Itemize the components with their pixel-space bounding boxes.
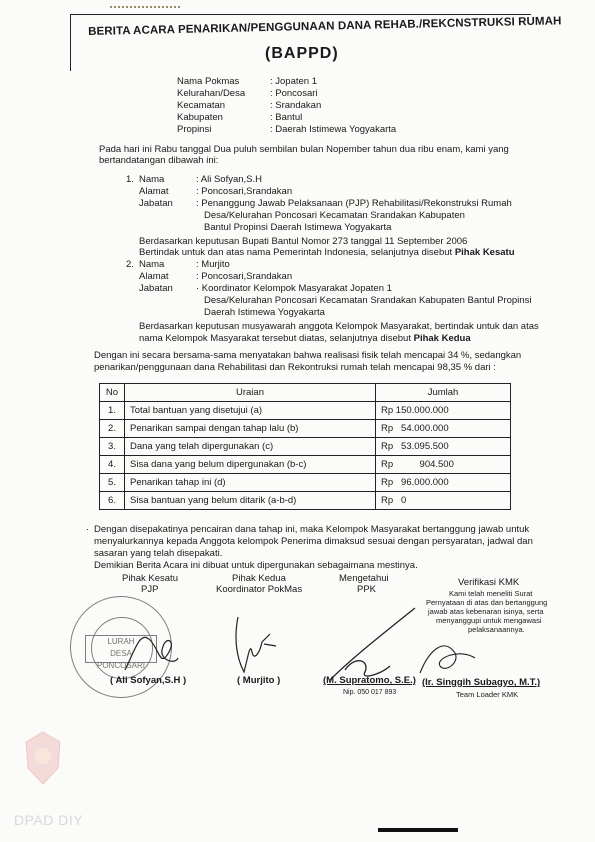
row-uraian: Dana yang telah dipergunakan (c): [125, 438, 376, 456]
table-row: [100, 474, 511, 492]
sig-nip-ppk: Nip. 050 017 893: [343, 689, 397, 696]
info-label-kecamatan: Kecamatan: [177, 100, 226, 111]
row-no: 3.: [100, 438, 125, 456]
party2-basis-bold: Pihak Kedua: [413, 333, 471, 344]
sig-name-ppk: (M. Supratomo, S.E.): [323, 675, 416, 686]
party2-basis-2: nama Kelompok Masyarakat tersebut diatas, selanjutnya disebut Pihak Kedua: [139, 333, 471, 344]
party1-alamat: : Poncosari,Srandakan: [196, 186, 293, 197]
party1-jabatan-3: Bantul Propinsi Daerah Istimewa Yogyakarta: [204, 222, 392, 233]
header-jumlah: Jumlah: [376, 384, 511, 402]
row-no: 2.: [100, 420, 125, 438]
verif-note-3: jawab atas kebenaran isinya, serta: [428, 607, 544, 616]
party1-alamat-label: Alamat: [139, 186, 169, 197]
document-title: BERITA ACARA PENARIKAN/PENGGUNAAN DANA REHAB./REKCNSTRUKSI RUMAH: [88, 15, 562, 38]
info-label-desa: Kelurahan/Desa: [177, 88, 246, 99]
party2-jabatan-2: Desa/Kelurahan Poncosari Kecamatan Srandakan Kabupaten Bantul Propinsi: [204, 295, 532, 306]
row-jumlah: Rp 53.095.500: [376, 438, 511, 456]
row-uraian: Sisa dana yang belum dipergunakan (b-c): [125, 456, 376, 474]
table-row: [100, 456, 511, 474]
party2-alamat: : Poncosari,Srandakan: [196, 271, 293, 282]
signature-pjp: [120, 620, 180, 680]
info-value-kecamatan: : Srandakan: [270, 100, 322, 111]
row-jumlah: Rp 0: [376, 492, 511, 510]
party1-jabatan-1: : Penanggung Jawab Pelaksanaan (PJP) Rehabilitasi/Rekonstruksi Rumah: [196, 198, 512, 209]
row-uraian: Penarikan tahap ini (d): [125, 474, 376, 492]
table-row: [100, 402, 511, 420]
document-subtitle: (BAPPD): [265, 45, 339, 62]
statement-line-2: penarikan/penggunaan dana Rehabilitasi dan Rekontruksi rumah telah mencapai 98,35 % dari :: [94, 362, 496, 373]
party1-nama-label: Nama: [139, 174, 165, 185]
row-jumlah: Rp 96.000.000: [376, 474, 511, 492]
info-label-propinsi: Propinsi: [177, 124, 212, 135]
party1-nama: : Ali Sofyan,S.H: [196, 174, 263, 185]
verif-note-2: Pernyataan di atas dan bertanggung: [426, 598, 548, 607]
party1-basis: Berdasarkan keputusan Bupati Bantul Nomor 273 tanggal 11 September 2006: [139, 236, 468, 247]
row-jumlah: Rp 904.500: [376, 456, 511, 474]
verif-note-4: menyanggupi untuk mengawasi: [436, 616, 542, 625]
closing-line-1: Dengan disepakatinya pencairan dana tahap ini, maka Kelompok Masyarakat bertanggung jawab untuk: [94, 524, 530, 535]
party2-jabatan-label: Jabatan: [139, 283, 173, 294]
sig-pjp: PJP: [141, 584, 159, 595]
statement-line-1: Dengan ini secara bersama-sama menyatakan bahwa realisasi fisik telah mencapai 34 %, sedangkan: [94, 350, 522, 361]
intro-line-2: bertandatangan dibawah ini:: [99, 155, 219, 166]
info-value-pokmas: : Jopaten 1: [270, 76, 318, 87]
party2-number: 2.: [126, 259, 134, 270]
sig-pihak-kesatu: Pihak Kesatu: [122, 573, 178, 584]
row-no: 4.: [100, 456, 125, 474]
row-uraian: Sisa bantuan yang belum ditarik (a-b-d): [125, 492, 376, 510]
party2-nama-label: Nama: [139, 259, 165, 270]
row-jumlah: Rp 150.000.000: [376, 402, 511, 420]
info-label-kabupaten: Kabupaten: [177, 112, 223, 123]
sig-ppk: PPK: [357, 584, 377, 595]
row-no: 5.: [100, 474, 125, 492]
table-row: [100, 420, 511, 438]
sig-name-kmk: (Ir. Singgih Subagyo, M.T.): [422, 677, 541, 688]
party1-act: Bertindak untuk dan atas nama Pemerintah Indonesia, selanjutnya disebut Pihak Kesatu: [139, 247, 515, 258]
header-uraian: Uraian: [125, 384, 376, 402]
info-label-pokmas: Nama Pokmas: [177, 76, 240, 87]
sig-mengetahui: Mengetahui: [339, 573, 389, 584]
signature-kmk: [415, 628, 485, 683]
sig-pihak-kedua: Pihak Kedua: [232, 573, 286, 584]
info-value-desa: : Poncosari: [270, 88, 318, 99]
row-no: 6.: [100, 492, 125, 510]
closing-line-4: Demikian Berita Acara ini dibuat untuk dipergunakan sebagaimana mestinya.: [94, 560, 418, 571]
sig-verifikasi: Verifikasi KMK: [458, 577, 520, 588]
signature-ppk: [320, 600, 430, 685]
party2-alamat-label: Alamat: [139, 271, 169, 282]
closing-line-3: sasaran yang telah disepakati.: [94, 548, 223, 559]
row-uraian: Penarikan sampai dengan tahap lalu (b): [125, 420, 376, 438]
seal-line-1: LURAH: [107, 637, 135, 646]
party1-number: 1.: [126, 174, 134, 185]
header-no: No: [100, 384, 125, 402]
seal-line-2: DESA PONCOSARI: [96, 649, 145, 670]
sig-koordinator: Koordinator PokMas: [216, 584, 303, 595]
watermark-text: DPAD DIY: [14, 812, 84, 828]
row-jumlah: Rp 54.000.000: [376, 420, 511, 438]
info-value-kabupaten: : Bantul: [270, 112, 303, 123]
party2-nama: : Murjito: [196, 259, 230, 270]
row-no: 1.: [100, 402, 125, 420]
signature-koordinator: [226, 612, 286, 682]
party2-basis-1: Berdasarkan keputusan musyawarah anggota Kelompok Masyarakat, bertindak untuk dan atas: [139, 321, 539, 332]
table-row: [100, 438, 511, 456]
info-value-propinsi: : Daerah Istimewa Yogyakarta: [270, 124, 397, 135]
top-edge-mark: [110, 0, 180, 8]
bottom-edge-bar: [378, 828, 458, 832]
party2-jabatan-1: · Koordinator Kelompok Masyarakat Jopaten 1: [196, 283, 392, 294]
disbursement-table: [99, 383, 511, 510]
row-uraian: Total bantuan yang disetujui (a): [125, 402, 376, 420]
bullet-mark: ·: [86, 524, 90, 535]
verif-note-1: Kami telah meneliti Surat: [449, 589, 533, 598]
dpad-crest-icon: [22, 728, 64, 788]
closing-line-2: menyalurkannya kepada Anggota kelompok Penerima dimaksud sesuai dengan persyaratan, jadwal dan: [94, 536, 533, 547]
party1-jabatan-label: Jabatan: [139, 198, 173, 209]
sig-role-kmk: Team Loader KMK: [456, 690, 519, 699]
party2-jabatan-3: Daerah Istimewa Yogyakarta: [204, 307, 325, 318]
party1-jabatan-2: Desa/Kelurahan Poncosari Kecamatan Srandakan Kabupaten: [204, 210, 465, 221]
table-row: [100, 492, 511, 510]
table-header-row: [100, 384, 511, 402]
sig-name-koordinator: ( Murjito ): [237, 675, 281, 686]
verif-note-5: pelaksanaannya.: [468, 625, 525, 634]
intro-line-1: Pada hari ini Rabu tanggal Dua puluh sembilan bulan Nopember tahun dua ribu enam, kami yang: [99, 144, 509, 155]
party1-act-bold: Pihak Kesatu: [454, 247, 515, 258]
sig-name-pjp: ( Ali Sofyan,S.H ): [110, 675, 187, 686]
